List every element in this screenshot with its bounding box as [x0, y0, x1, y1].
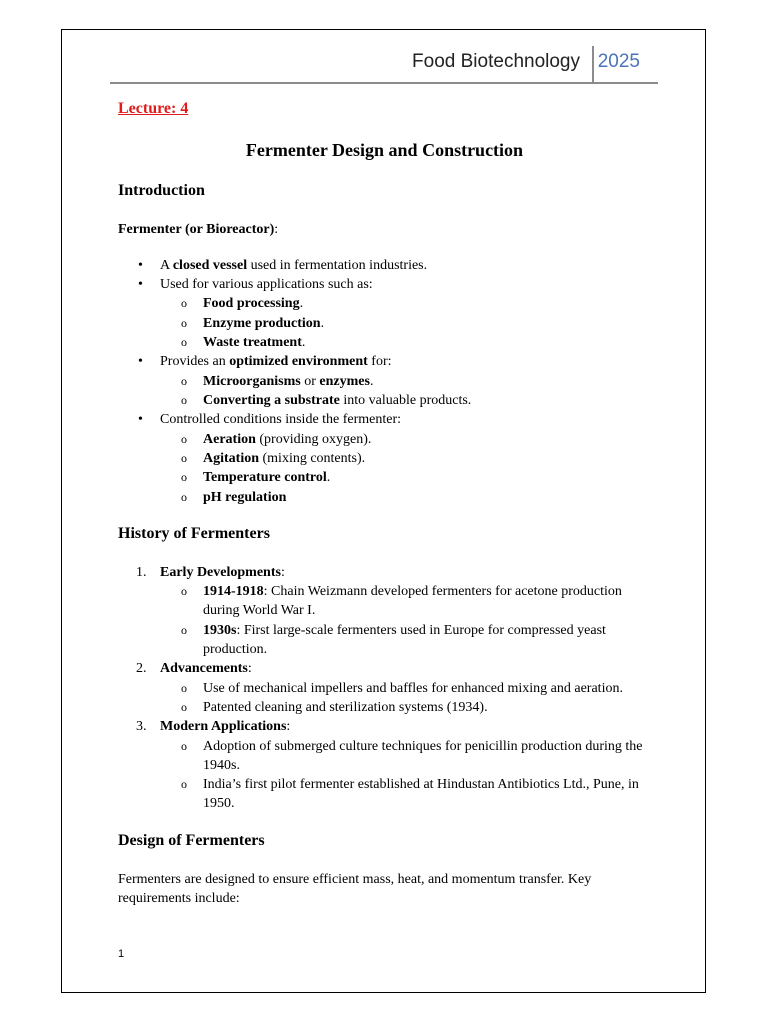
sub-bullet-icon: o — [181, 316, 187, 330]
sub-bullet-icon: o — [181, 623, 187, 637]
list-item: Adoption of submerged culture techniques for penicillin production during the 1940s. — [203, 739, 643, 773]
list-item: 1914-1918: Chain Weizmann developed fermenters for acetone production during World War I. — [203, 584, 622, 618]
bullet-icon: • — [138, 258, 143, 273]
sub-bullet-icon: o — [181, 700, 187, 714]
list-item: Advancements: — [160, 661, 252, 676]
bullet-icon: • — [138, 412, 143, 427]
list-item: Food processing. — [203, 296, 304, 311]
list-item: Aeration (providing oxygen). — [203, 432, 372, 447]
bullet-icon: • — [138, 277, 143, 292]
sub-bullet-icon: o — [181, 777, 187, 791]
list-item: Temperature control. — [203, 470, 331, 485]
sub-bullet-icon: o — [181, 470, 187, 484]
list-item: Microorganisms or enzymes. — [203, 374, 374, 389]
sub-bullet-icon: o — [181, 739, 187, 753]
sub-bullet-icon: o — [181, 681, 187, 695]
sub-bullet-icon: o — [181, 296, 187, 310]
list-number: 1. — [136, 565, 147, 580]
list-item: A closed vessel used in fermentation industries. — [160, 258, 428, 273]
bullet-icon: • — [138, 354, 143, 369]
page-header — [110, 44, 658, 84]
history-heading: History of Fermenters — [118, 525, 270, 542]
definition-term: Fermenter (or Bioreactor) — [118, 222, 275, 237]
list-item: pH regulation — [203, 490, 287, 505]
sub-bullet-icon: o — [181, 335, 187, 349]
sub-bullet-icon: o — [181, 432, 187, 446]
sub-bullet-icon: o — [181, 451, 187, 465]
document-title: Fermenter Design and Construction — [245, 140, 524, 160]
list-item: Converting a substrate into valuable products. — [203, 393, 472, 408]
list-item: Modern Applications: — [160, 719, 291, 734]
list-item: Waste treatment. — [203, 335, 306, 350]
list-item: 1930s: First large-scale fermenters used in Europe for compressed yeast production. — [203, 623, 606, 657]
list-number: 3. — [136, 719, 147, 734]
list-item: Use of mechanical impellers and baffles for enhanced mixing and aeration. — [203, 681, 623, 696]
list-item: Enzyme production. — [203, 316, 325, 331]
design-heading: Design of Fermenters — [118, 832, 265, 849]
list-item: Used for various applications such as: — [160, 277, 373, 292]
intro-heading: Introduction — [118, 182, 205, 199]
sub-bullet-icon: o — [181, 374, 187, 388]
sub-bullet-icon: o — [181, 490, 187, 504]
fermenter-definition: Fermenter (or Bioreactor): — [118, 222, 279, 237]
list-item: Provides an optimized environment for: — [160, 354, 392, 369]
list-item: Patented cleaning and sterilization systems (1934). — [203, 700, 488, 715]
page-number: 1 — [118, 948, 125, 960]
header-year: 2025 — [597, 51, 640, 72]
design-paragraph: Fermenters are designed to ensure efficient mass, heat, and momentum transfer. Key requirements include: — [118, 872, 592, 906]
sub-bullet-icon: o — [181, 393, 187, 407]
list-item: Controlled conditions inside the fermenter: — [160, 412, 402, 427]
document-page — [61, 29, 706, 993]
sub-bullet-icon: o — [181, 584, 187, 598]
header-title: Food Biotechnology — [412, 51, 580, 72]
list-item: India’s first pilot fermenter established at Hindustan Antibiotics Ltd., Pune, in 1950. — [203, 777, 639, 811]
header-separator — [592, 46, 594, 82]
list-item: Early Developments: — [160, 565, 285, 580]
lecture-label: Lecture: 4 — [118, 100, 189, 117]
list-number: 2. — [136, 661, 147, 676]
list-item: Agitation (mixing contents). — [203, 451, 366, 466]
